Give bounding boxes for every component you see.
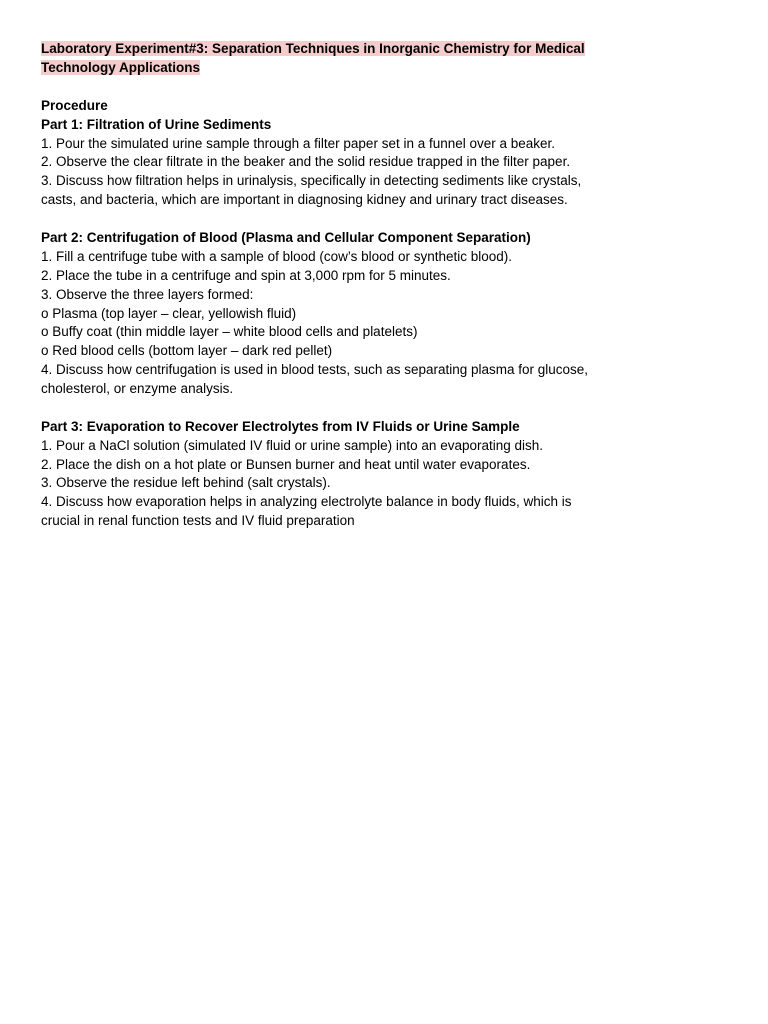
- title-line-1: Laboratory Experiment#3: Separation Techniques in Inorganic Chemistry for Medical: [41, 41, 585, 56]
- spacer: [41, 399, 641, 419]
- part-3-line: 3. Observe the residue left behind (salt crystals).: [41, 475, 331, 491]
- part-1-heading: Part 1: Filtration of Urine Sediments: [41, 116, 272, 132]
- part-1-line: 1. Pour the simulated urine sample through a filter paper set in a funnel over a beaker.: [41, 135, 556, 151]
- part-3-line: 2. Place the dish on a hot plate or Bunsen burner and heat until water evaporates.: [41, 456, 531, 472]
- part-2-line: 3. Observe the three layers formed:: [41, 286, 254, 302]
- part-3-line: 4. Discuss how evaporation helps in analyzing electrolyte balance in body fluids, which is: [41, 494, 572, 510]
- part-2-line: o Plasma (top layer – clear, yellowish fluid): [41, 305, 297, 321]
- part-3-line: crucial in renal function tests and IV fluid preparation: [41, 513, 355, 529]
- part-1-section: [41, 116, 641, 210]
- document-page: [41, 40, 641, 531]
- document-title: [41, 40, 641, 78]
- spacer: [41, 78, 641, 98]
- part-2-line: 2. Place the tube in a centrifuge and spin at 3,000 rpm for 5 minutes.: [41, 267, 451, 283]
- part-2-line: 1. Fill a centrifuge tube with a sample of blood (cow’s blood or synthetic blood).: [41, 249, 513, 265]
- part-2-line: o Buffy coat (thin middle layer – white blood cells and platelets): [41, 324, 418, 340]
- part-2-line: cholesterol, or enzyme analysis.: [41, 380, 234, 396]
- part-1-line: 3. Discuss how filtration helps in urinalysis, specifically in detecting sediments like crystals,: [41, 173, 582, 189]
- part-2-heading: Part 2: Centrifugation of Blood (Plasma and Cellular Component Separation): [41, 230, 531, 246]
- part-2-section: [41, 229, 641, 398]
- title-line-2: Technology Applications: [41, 59, 201, 75]
- part-2-line: o Red blood cells (bottom layer – dark red pellet): [41, 343, 333, 359]
- part-1-line: 2. Observe the clear filtrate in the beaker and the solid residue trapped in the filter paper.: [41, 154, 571, 170]
- part-2-line: 4. Discuss how centrifugation is used in blood tests, such as separating plasma for glucose,: [41, 361, 589, 377]
- spacer: [41, 210, 641, 230]
- part-3-heading: Part 3: Evaporation to Recover Electrolytes from IV Fluids or Urine Sample: [41, 419, 520, 435]
- part-3-section: [41, 418, 641, 531]
- part-1-line: casts, and bacteria, which are important in diagnosing kidney and urinary tract diseases.: [41, 192, 568, 208]
- part-3-line: 1. Pour a NaCl solution (simulated IV fluid or urine sample) into an evaporating dish.: [41, 437, 544, 453]
- procedure-heading: Procedure: [41, 98, 108, 114]
